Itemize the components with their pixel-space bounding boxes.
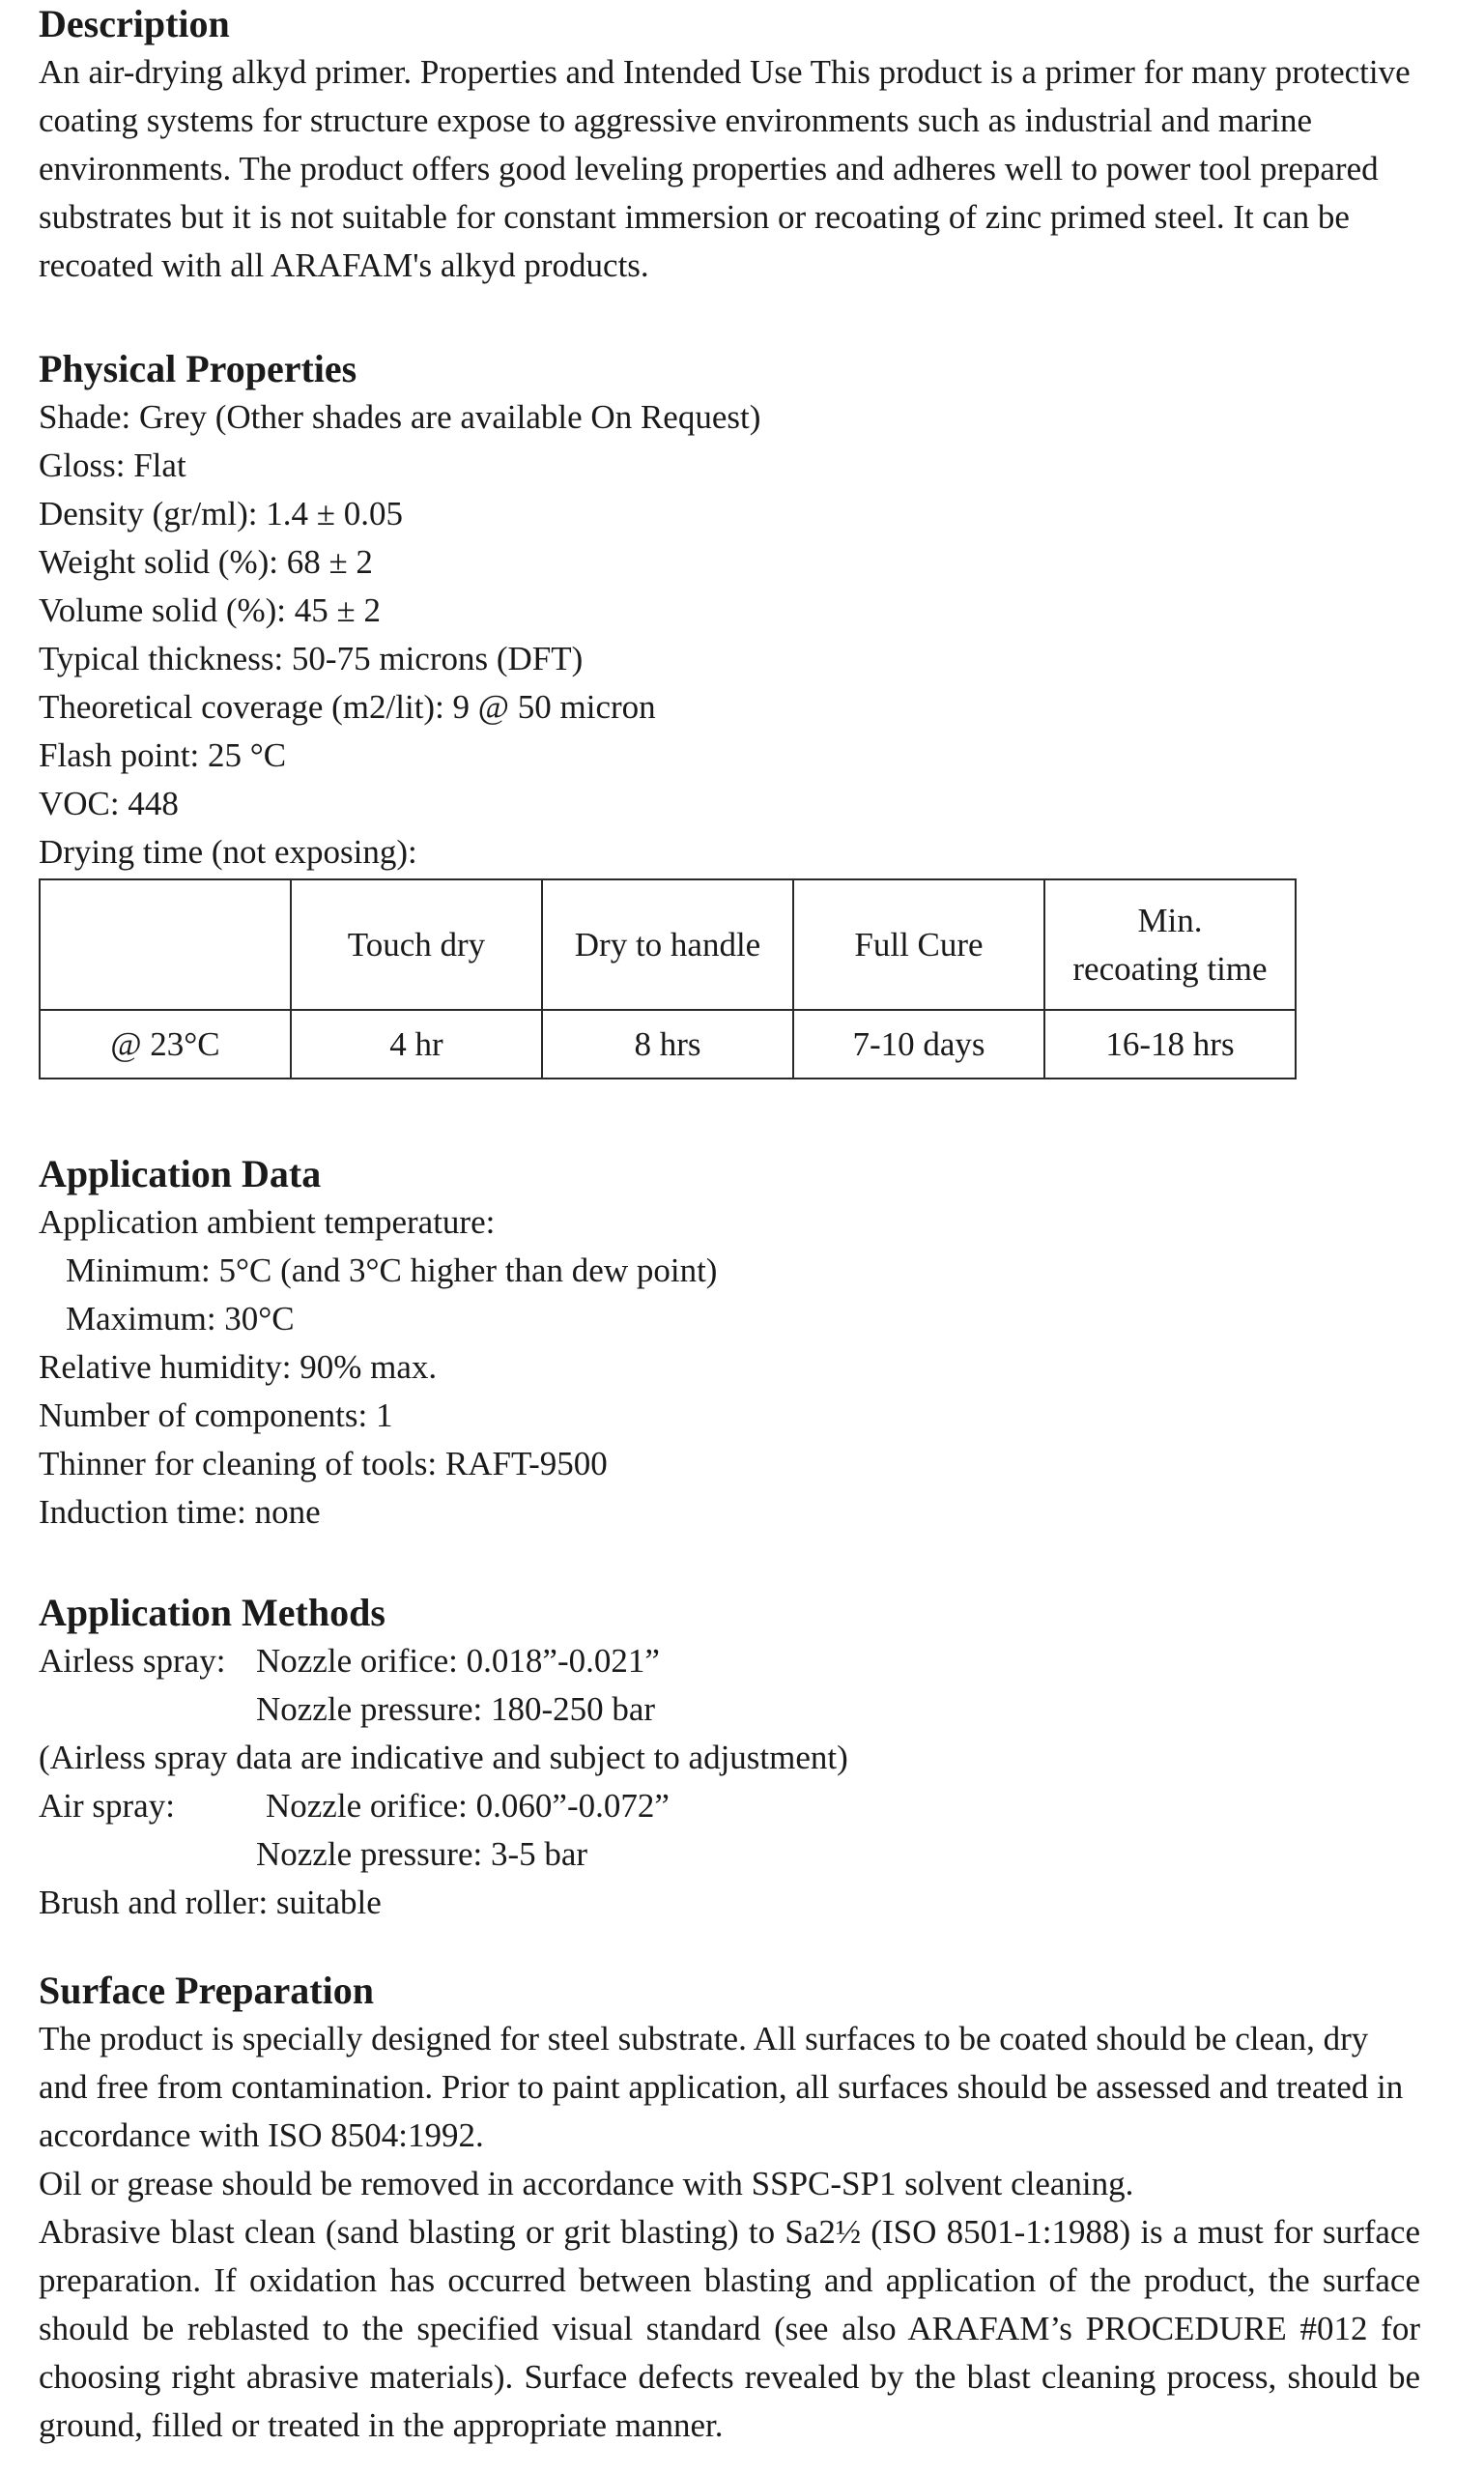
- weight-solid-line: Weight solid (%): 68 ± 2: [39, 543, 373, 581]
- surface-paragraph-2: Oil or grease should be removed in accordance with SSPC-SP1 solvent cleaning.: [39, 2165, 1134, 2202]
- drying-table-cell-full-cure: 7-10 days: [793, 1010, 1044, 1079]
- min-recoating-line1: Min.: [1137, 901, 1203, 939]
- surface-preparation-heading: Surface Preparation: [39, 1969, 374, 2012]
- airless-note: (Airless spray data are indicative and subject to adjustment): [39, 1739, 848, 1776]
- surface-paragraph-3: Abrasive blast clean (sand blasting or grit blasting) to Sa2½ (ISO 8501-1:1988) is a must for surface preparation. If oxidation has occurred between blasting and application of the product, the surface should be reblasted to the specified visual standard (see also ARAFAM’s PROCEDURE #012 for choosing right abrasive materials). Surface defects revealed by the blast cleaning process, should be ground, filled or treated in the appropriate manner.: [39, 2213, 1420, 2444]
- drying-table-header-row: [40, 879, 1296, 1010]
- induction-line: Induction time: none: [39, 1493, 321, 1531]
- surface-preparation-section: [39, 1967, 1420, 2450]
- airless-orifice-value: Nozzle orifice: 0.018”-0.021”: [256, 1642, 660, 1680]
- description-heading: Description: [39, 2, 230, 45]
- description-text: An air-drying alkyd primer. Properties and Intended Use This product is a primer for many protective coating systems for structure expose to aggressive environments such as industrial and marine environments. The product offers good leveling properties and adheres well to power tool prepared substrates but it is not suitable for constant immersion or recoating of zinc primed steel. It can be recoated with all ARAFAM's alkyd products.: [39, 53, 1411, 284]
- drying-table-header-empty: [40, 879, 291, 1010]
- voc-line: VOC: 448: [39, 785, 179, 822]
- density-line: Density (gr/ml): 1.4 ± 0.05: [39, 495, 403, 532]
- air-orifice-value: Nozzle orifice: 0.060”-0.072”: [266, 1787, 670, 1825]
- surface-paragraph-1: The product is specially designed for steel substrate. All surfaces to be coated should be clean, dry and free from contamination. Prior to paint application, all surfaces should be assessed and treated in accordance with ISO 8504:1992.: [39, 2020, 1404, 2154]
- air-spray-label: Air spray:: [39, 1787, 175, 1825]
- drying-table-header-dry-to-handle: Dry to handle: [542, 879, 793, 1010]
- thickness-line: Typical thickness: 50-75 microns (DFT): [39, 640, 584, 677]
- drying-table-header-touch-dry: Touch dry: [291, 879, 542, 1010]
- maximum-temperature-line: Maximum: 30°C: [66, 1300, 295, 1338]
- document-page: [39, 0, 1420, 2450]
- min-recoating-line2: recoating time: [1072, 949, 1268, 988]
- airless-pressure-value: Nozzle pressure: 180-250 bar: [256, 1690, 656, 1728]
- application-data-heading: Application Data: [39, 1152, 322, 1195]
- components-line: Number of components: 1: [39, 1396, 393, 1434]
- drying-table-cell-touch-dry: 4 hr: [291, 1010, 542, 1079]
- air-spray-row: [39, 1782, 1420, 1830]
- air-pressure-value: Nozzle pressure: 3-5 bar: [256, 1835, 588, 1873]
- volume-solid-line: Volume solid (%): 45 ± 2: [39, 591, 381, 629]
- ambient-temperature-label: Application ambient temperature:: [39, 1203, 496, 1241]
- drying-table-cell-dry-to-handle: 8 hrs: [542, 1010, 793, 1079]
- application-data-section: [39, 1150, 1420, 1537]
- description-section: [39, 0, 1420, 290]
- drying-table-header-min-recoating: [1044, 879, 1296, 1010]
- drying-table-cell-temperature: @ 23°C: [40, 1010, 291, 1079]
- minimum-temperature-line: Minimum: 5°C (and 3°C higher than dew point): [66, 1251, 718, 1289]
- drying-time-label: Drying time (not exposing):: [39, 833, 417, 871]
- airless-spray-row: [39, 1637, 1420, 1685]
- gloss-line: Gloss: Flat: [39, 446, 186, 484]
- drying-table-cell-recoating: 16-18 hrs: [1044, 1010, 1296, 1079]
- physical-properties-heading: Physical Properties: [39, 347, 357, 390]
- application-methods-section: [39, 1589, 1420, 1927]
- flash-point-line: Flash point: 25 °C: [39, 736, 287, 774]
- physical-properties-section: [39, 345, 1420, 1079]
- drying-table-header-full-cure: Full Cure: [793, 879, 1044, 1010]
- brush-roller-line: Brush and roller: suitable: [39, 1884, 382, 1921]
- humidity-line: Relative humidity: 90% max.: [39, 1348, 438, 1386]
- shade-line: Shade: Grey (Other shades are available On Request): [39, 398, 761, 436]
- airless-spray-label: Airless spray:: [39, 1642, 226, 1680]
- drying-time-table: [39, 878, 1297, 1079]
- coverage-line: Theoretical coverage (m2/lit): 9 @ 50 micron: [39, 688, 656, 726]
- application-methods-heading: Application Methods: [39, 1591, 385, 1634]
- thinner-line: Thinner for cleaning of tools: RAFT-9500: [39, 1445, 608, 1482]
- drying-table-data-row: [40, 1010, 1296, 1079]
